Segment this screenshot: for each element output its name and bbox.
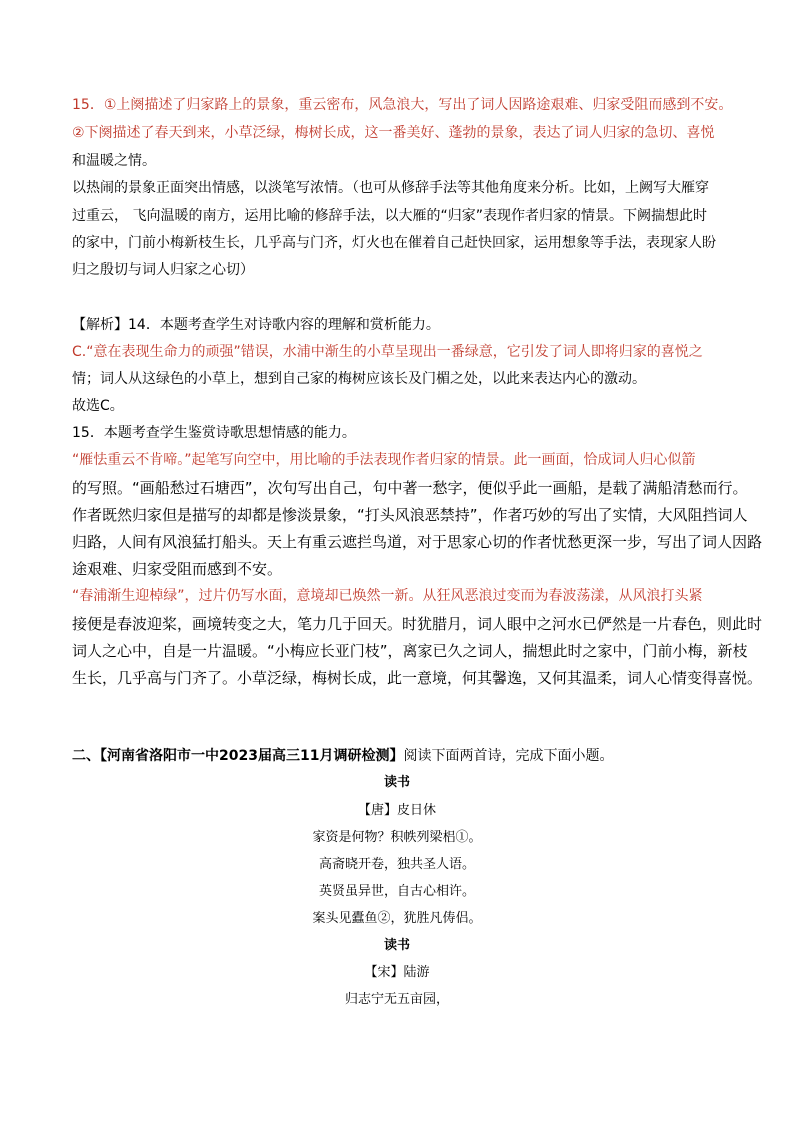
poem-1-line-2: 高斋晓开卷，独共圣人语。 <box>318 857 475 872</box>
poem-1-line-4: 案头见蠹鱼②，犹胜凡俦侣。 <box>312 911 482 926</box>
analysis-14-line-2: 情；词人从这绿色的小草上，想到自己家的梅树应该长及门楣之处，以此来表达内心的激动。 <box>72 371 646 387</box>
answer-15-line-3: 和温暖之情。 <box>72 153 156 169</box>
section-2-number: 二、 <box>72 748 100 764</box>
poem-2-line-1: 归志宁无五亩园， <box>344 992 449 1007</box>
analysis-14-choice: 故选C。 <box>72 398 124 414</box>
poem-1-line-1: 家资是何物？积帙列梁梠①。 <box>312 830 482 845</box>
analysis-15-p1-line-2: 的写照。“画船愁过石塘西”，次句写出自己，句中著一愁字，便似乎此一画船，是载了满船清愁而行。 <box>72 479 748 497</box>
analysis-15-p1-line-1: “雁怯重云不肯啼。”起笔写向空中，用比喻的手法表现作者归家的情景。此一画面，恰成词人归心似箭 <box>72 452 696 468</box>
analysis-15-p1-line-5: 途艰难、归家受阻而感到不安。 <box>72 560 283 578</box>
analysis-14-line-1: C.“意在表现生命力的顽强”错误，水浦中渐生的小草呈现出一番绿意，它引发了词人即将归家的喜悦之 <box>72 344 703 360</box>
answer-15-note-line-1: 以热闹的景象正面突出情感，以淡笔写浓情。（也可从修辞手法等其他角度来分析。比如，上阙写大雁穿 <box>72 180 709 196</box>
answer-15-line-2: ②下阕描述了春天到来，小草泛绿，梅树长成，这一番美好、蓬勃的景象，表达了词人归家的急切、喜悦 <box>72 125 715 141</box>
section-2-header <box>72 746 732 766</box>
poem-2-title: 读书 <box>383 938 410 953</box>
analysis-15-p2-line-2: 接便是春波迎桨，画境转变之大，笔力几于回天。时犹腊月，词人眼中之河水已俨然是一片春色，则此时 <box>72 615 763 633</box>
analysis-15-p1-line-3: 作者既然归家但是描写的却都是惨淡景象，“打头风浪恶禁持”，作者巧妙的写出了实情，大风阻挡词人 <box>72 506 748 524</box>
answer-15-note-line-2: 过重云， 飞向温暖的南方，运用比喻的修辞手法，以大雁的“归家”表现作者归家的情景。下阙揣想此时 <box>72 208 707 224</box>
analysis-15-p1-line-4: 归路，人间有风浪猛打船头。天上有重云遮拦鸟道，对于思家心切的作者忧愁更深一步，写出了词人因路 <box>72 533 763 551</box>
answer-15-note-line-4: 归之殷切与词人归家之心切） <box>72 262 254 278</box>
poem-1-line-3: 英贤虽异世，自古心相许。 <box>318 884 475 899</box>
poem-2-author: 【宋】陆游 <box>364 965 430 980</box>
section-2-source: 【河南省洛阳市一中2023届高三11月调研检测】 <box>100 748 404 764</box>
analysis-15-p2-line-3: 词人之心中，自是一片温暖。“小梅应长亚门枝”，离家已久之词人，揣想此时之家中，门前小梅，新枝 <box>72 642 748 660</box>
analysis-15-p2-line-4: 生长，几乎高与门齐了。小草泛绿，梅树长成，此一意境，何其馨逸，又何其温柔，词人心情变得喜悦。 <box>72 669 763 687</box>
answer-15-line-1: 15．①上阕描述了归家路上的景象，重云密布，风急浪大，写出了词人因路途艰难、归家受阻而感到不安。 <box>72 97 733 113</box>
poem-1-title: 读书 <box>383 775 410 790</box>
analysis-15-p2-line-1: “春浦渐生迎棹绿”，过片仍写水面，意境却已焕然一新。从狂风恶浪过变而为春波荡漾，从风浪打头紧 <box>72 588 703 604</box>
section-2-instruction: 阅读下面两首诗，完成下面小题。 <box>403 748 614 764</box>
analysis-15-heading: 15．本题考查学生鉴赏诗歌思想情感的能力。 <box>72 425 356 441</box>
analysis-heading: 【解析】14．本题考查学生对诗歌内容的理解和赏析能力。 <box>72 317 440 333</box>
answer-15-note-line-3: 的家中，门前小梅新枝生长，几乎高与门齐，灯火也在催着自己赶快回家，运用想象等手法，表现家人盼 <box>72 235 716 251</box>
poem-1-author: 【唐】皮日休 <box>357 803 436 818</box>
